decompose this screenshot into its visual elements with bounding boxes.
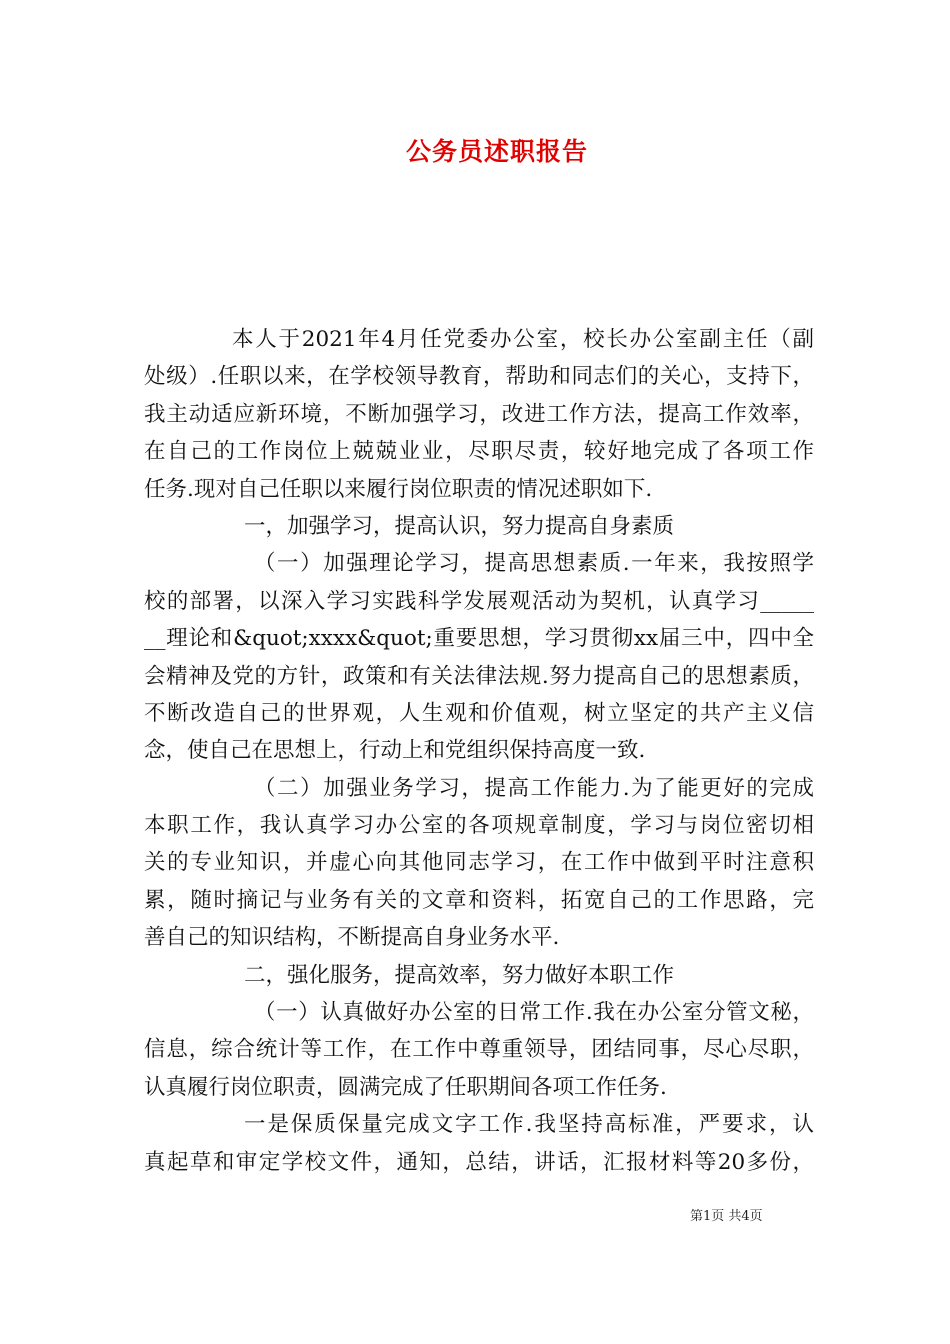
- paragraph-line: 本职工作，我认真学习办公室的各项规章制度，学习与岗位密切相: [144, 813, 814, 839]
- paragraph-line: （一）加强理论学习，提高思想素质.一年来，我按照学: [254, 551, 814, 577]
- page-number-footer: 第1页 共4页: [690, 1209, 763, 1224]
- paragraph-line: 信息，综合统计等工作，在工作中尊重领导，团结同事，尽心尽职，: [144, 1037, 814, 1063]
- paragraph-line: 处级）.任职以来，在学校领导教育，帮助和同志们的关心，支持下，: [144, 364, 814, 390]
- document-body: [144, 321, 814, 1181]
- section-heading: 二，强化服务，提高效率，努力做好本职工作: [244, 962, 675, 988]
- paragraph-line: 本人于2021年4月任党委办公室，校长办公室副主任（副: [232, 327, 814, 352]
- paragraph-line: 任务.现对自己任职以来履行岗位职责的情况述职如下.: [144, 476, 653, 502]
- paragraph-line: 认真履行岗位职责，圆满完成了任职期间各项工作任务.: [144, 1074, 667, 1100]
- paragraph-line: 关的专业知识，并虚心向其他同志学习，在工作中做到平时注意积: [144, 850, 814, 876]
- paragraph-line: __理论和&quot;xxxx&quot;重要思想，学习贯彻xx届三中，四中全: [144, 626, 814, 652]
- paragraph-line: 一是保质保量完成文字工作.我坚持高标准，严要求，认: [244, 1112, 814, 1138]
- paragraph-line: 真起草和审定学校文件，通知，总结，讲话，汇报材料等20多份，: [144, 1149, 814, 1175]
- paragraph-line: 累，随时摘记与业务有关的文章和资料，拓宽自己的工作思路，完: [144, 887, 814, 913]
- paragraph-line: 不断改造自己的世界观，人生观和价值观，树立坚定的共产主义信: [144, 700, 814, 726]
- paragraph-line: 会精神及党的方针，政策和有关法律法规.努力提高自己的思想素质，: [144, 663, 814, 689]
- paragraph-line: （二）加强业务学习，提高工作能力.为了能更好的完成: [254, 775, 814, 801]
- section-heading: 一，加强学习，提高认识，努力提高自身素质: [244, 513, 675, 539]
- paragraph-line: （一）认真做好办公室的日常工作.我在办公室分管文秘，: [254, 1000, 814, 1026]
- paragraph-line: 我主动适应新环境，不断加强学习，改进工作方法，提高工作效率，: [144, 401, 814, 427]
- paragraph-line: 善自己的知识结构，不断提高自身业务水平.: [144, 925, 560, 951]
- document-title: 公务员述职报告: [405, 137, 588, 166]
- paragraph-line: 校的部署，以深入学习实践科学发展观活动为契机，认真学习_____: [144, 588, 814, 614]
- paragraph-line: 在自己的工作岗位上兢兢业业，尽职尽责，较好地完成了各项工作: [144, 439, 814, 465]
- paragraph-line: 念，使自己在思想上，行动上和党组织保持高度一致.: [144, 738, 646, 764]
